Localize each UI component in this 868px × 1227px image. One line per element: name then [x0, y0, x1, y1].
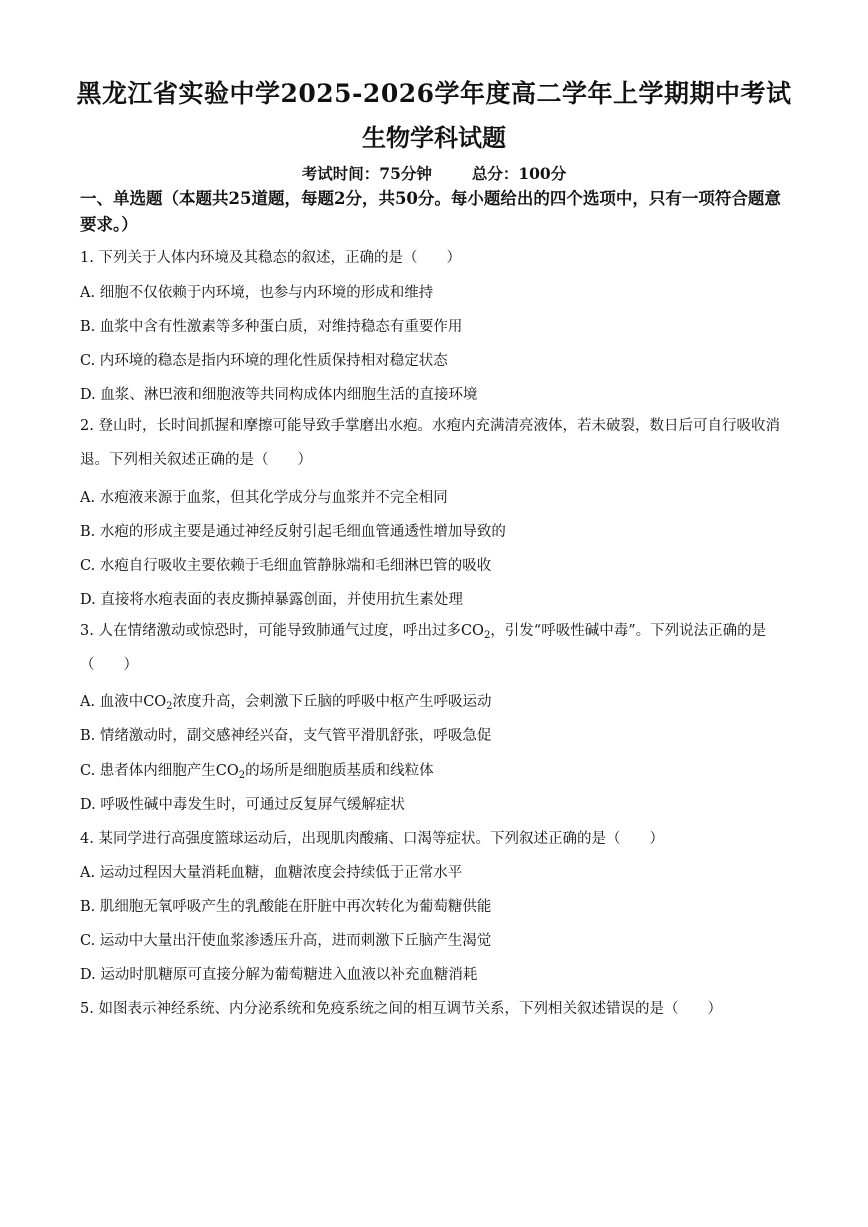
- question-2-stem: 2. 登山时，长时间抓握和摩擦可能导致手掌磨出水疱。水疱内充满清亮液体，若未破裂，数日后可自行吸收消退。下列相关叙述正确的是（ ）: [80, 418, 780, 468]
- question-4-option-c: C. 运动中大量出汗使血浆渗透压升高，进而刺激下丘脑产生渴觉: [80, 933, 492, 949]
- question-4-stem: 4. 某同学进行高强度篮球运动后，出现肌肉酸痛、口渴等症状。下列叙述正确的是（ ）: [80, 831, 664, 847]
- question-5-stem: 5. 如图表示神经系统、内分泌系统和免疫系统之间的相互调节关系，下列相关叙述错误的是（ ）: [80, 1001, 722, 1017]
- question-1-option-a: A. 细胞不仅依赖于内环境，也参与内环境的形成和维持: [80, 285, 434, 301]
- question-3-stem: 3. 人在情绪激动或惊恐时，可能导致肺通气过度，呼出过多$CO_2$，引发“呼吸性碱中毒”。下列说法正确的是（ ）: [80, 623, 767, 673]
- question-3-option-d: D. 呼吸性碱中毒发生时，可通过反复屏气缓解症状: [80, 797, 405, 813]
- exam-subtitle: 生物学科试题: [362, 123, 506, 152]
- question-1-option-b: B. 血浆中含有性激素等多种蛋白质，对维持稳态有重要作用: [80, 319, 463, 335]
- question-1-option-c: C. 内环境的稳态是指内环境的理化性质保持相对稳定状态: [80, 353, 448, 369]
- exam-time: 考试时间：75分钟: [301, 164, 432, 183]
- question-4-option-a: A. 运动过程因大量消耗血糖，血糖浓度会持续低于正常水平: [80, 865, 463, 881]
- question-3-option-a: A. 血液中$CO_2$浓度升高，会刺激下丘脑的呼吸中枢产生呼吸运动: [80, 694, 492, 712]
- question-2-option-b: B. 水疱的形成主要是通过神经反射引起毛细血管通透性增加导致的: [80, 524, 506, 540]
- question-1-stem: 1. 下列关于人体内环境及其稳态的叙述，正确的是（ ）: [80, 250, 461, 266]
- section-heading: 一、单选题（本题共25道题，每题2分，共50分。每小题给出的四个选项中，只有一项符合题意要求。）: [80, 189, 781, 234]
- question-4-option-d: D. 运动时肌糖原可直接分解为葡萄糖进入血液以补充血糖消耗: [80, 967, 478, 983]
- question-4-option-b: B. 肌细胞无氧呼吸产生的乳酸能在肝脏中再次转化为葡萄糖供能: [80, 899, 492, 915]
- question-2-option-d: D. 直接将水疱表面的表皮撕掉暴露创面，并使用抗生素处理: [80, 592, 463, 608]
- question-2-option-a: A. 水疱液来源于血浆，但其化学成分与血浆并不完全相同: [80, 490, 448, 506]
- exam-total-score: 总分：100分: [471, 164, 567, 183]
- question-2-option-c: C. 水疱自行吸收主要依赖于毛细血管静脉端和毛细淋巴管的吸收: [80, 558, 492, 574]
- question-1-option-d: D. 血浆、淋巴液和细胞液等共同构成体内细胞生活的直接环境: [80, 387, 478, 403]
- exam-title: 黑龙江省实验中学2025-2026学年度高二学年上学期期中考试: [76, 79, 792, 108]
- question-3-option-c: C. 患者体内细胞产生$CO_2$的场所是细胞质基质和线粒体: [80, 763, 434, 781]
- exam-meta: [0, 162, 868, 184]
- question-3-option-b: B. 情绪激动时，副交感神经兴奋，支气管平滑肌舒张，呼吸急促: [80, 728, 492, 744]
